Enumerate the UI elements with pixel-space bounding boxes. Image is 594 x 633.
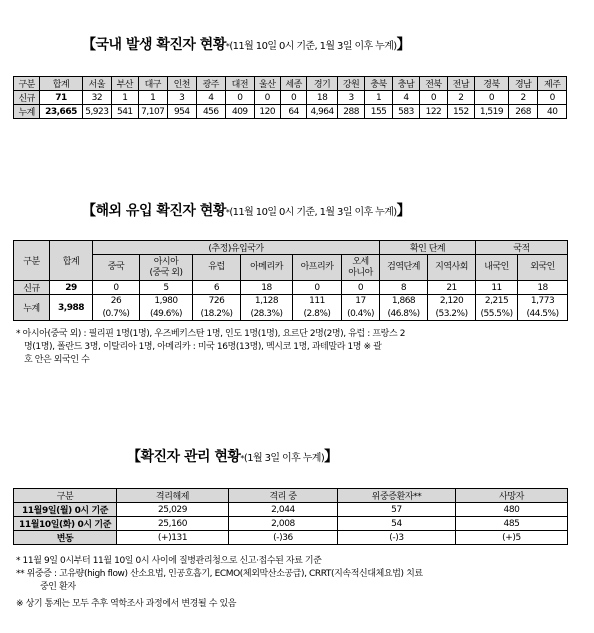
management-header-cell: 위중증환자** [338, 489, 456, 503]
overseas-new-cell: 0 [293, 281, 342, 295]
overseas-h-region: (추정)유입국가 [93, 241, 380, 255]
domestic-header-cell: 광주 [196, 77, 226, 91]
domestic-cell: 409 [226, 105, 254, 119]
management-note-line: ** 위중증 : 고유량(high flow) 산소요법, 인공호흡기, ECMO(체외막산소공급), CRRT(지속적신대체요법) 치료 [16, 569, 423, 579]
domestic-cell: 120 [254, 105, 280, 119]
domestic-cell: 3 [337, 91, 364, 105]
domestic-cell: 0 [420, 91, 447, 105]
overseas-pct-cell: (18.2%) [193, 308, 241, 321]
management-title-text: 【확진자 관리 현황 [127, 449, 241, 465]
overseas-h-total: 합계 [50, 241, 93, 281]
overseas-cum-cell: 111 [293, 295, 342, 308]
overseas-col-header: 아시아 (중국 외) [140, 255, 193, 281]
overseas-note-line: * 아시아(중국 외) : 필리핀 1명(1명), 우즈베키스탄 1명, 인도 1명(1명), 요르단 2명(2명), 유럽 : 프랑스 2 [16, 329, 406, 339]
domestic-cell: 541 [112, 105, 138, 119]
domestic-header-cell: 전남 [447, 77, 474, 91]
overseas-new-cell: 0 [342, 281, 380, 295]
domestic-cell: 3 [168, 91, 196, 105]
domestic-header-cell: 충남 [392, 77, 419, 91]
overseas-col-header: 내국인 [476, 255, 518, 281]
overseas-new-cell: 18 [518, 281, 568, 295]
management-note-line: 중인 환자 [40, 582, 76, 592]
overseas-note-line: 호 안은 외국인 수 [24, 355, 90, 365]
overseas-pct-cell: (28.3%) [241, 308, 293, 321]
management-cell: (+)5 [456, 531, 568, 545]
management-note-line: ※ 상기 통계는 모두 추후 역학조사 과정에서 변경될 수 있음 [16, 599, 237, 609]
domestic-cell: 4 [196, 91, 226, 105]
domestic-cell: 0 [538, 91, 567, 105]
domestic-cell: 1 [112, 91, 138, 105]
overseas-h-route: 확인 단계 [380, 241, 476, 255]
domestic-cell: 4,964 [307, 105, 338, 119]
domestic-header-cell: 부산 [112, 77, 138, 91]
overseas-cum-cell: 1,773 [518, 295, 568, 308]
management-header-cell: 격리 중 [229, 489, 338, 503]
overseas-pct-cell: (46.8%) [380, 308, 428, 321]
overseas-new-cell: 0 [93, 281, 140, 295]
domestic-header-cell: 합계 [40, 77, 82, 91]
overseas-col-header: 외국인 [518, 255, 568, 281]
overseas-new-cell: 8 [380, 281, 428, 295]
management-row [14, 503, 568, 517]
overseas-new-label: 신규 [14, 281, 50, 295]
overseas-new-cell: 11 [476, 281, 518, 295]
domestic-header-cell: 강원 [337, 77, 364, 91]
management-title-note: (1월 3일 이후 누계) [243, 453, 325, 464]
overseas-h-nation: 국적 [476, 241, 568, 255]
overseas-cum-total: 3,988 [50, 295, 93, 321]
management-title-mark: * [240, 454, 244, 463]
domestic-header-cell: 대구 [138, 77, 168, 91]
management-cell: 54 [338, 517, 456, 531]
overseas-cum-cell: 1,128 [241, 295, 293, 308]
overseas-title-text: 【해외 유입 확진자 현황 [82, 203, 226, 219]
overseas-pct-cell: (55.5%) [476, 308, 518, 321]
overseas-new-cell: 5 [140, 281, 193, 295]
overseas-cum-cell: 726 [193, 295, 241, 308]
overseas-col-header-row [14, 255, 568, 281]
domestic-row [14, 105, 567, 119]
management-cell: 25,029 [117, 503, 229, 517]
overseas-title [82, 200, 410, 220]
management-header-cell: 구분 [14, 489, 117, 503]
domestic-header-cell: 인천 [168, 77, 196, 91]
domestic-cell: 64 [280, 105, 306, 119]
management-cell: 25,160 [117, 517, 229, 531]
overseas-col-header: 지역사회 [428, 255, 476, 281]
domestic-header-row [14, 77, 567, 91]
management-cell: (-)36 [229, 531, 338, 545]
overseas-pct-row [14, 308, 568, 321]
domestic-cell: 32 [82, 91, 112, 105]
overseas-col-header: 아프리카 [293, 255, 342, 281]
overseas-h-category: 구분 [14, 241, 50, 281]
domestic-header-cell: 구분 [14, 77, 40, 91]
domestic-header-cell: 세종 [280, 77, 306, 91]
domestic-cell: 1,519 [475, 105, 509, 119]
overseas-pct-cell: (49.6%) [140, 308, 193, 321]
domestic-cell: 122 [420, 105, 447, 119]
overseas-title-note: (11월 10일 0시 기준, 1월 3일 이후 누계) [229, 207, 397, 218]
overseas-new-cell: 21 [428, 281, 476, 295]
domestic-cell: 288 [337, 105, 364, 119]
overseas-col-header: 검역단계 [380, 255, 428, 281]
overseas-new-row [14, 281, 568, 295]
domestic-table [13, 76, 567, 119]
overseas-title-end: 】 [396, 203, 411, 219]
domestic-cell: 583 [392, 105, 419, 119]
domestic-cell: 268 [508, 105, 538, 119]
management-header-cell: 격리해제 [117, 489, 229, 503]
domestic-title-end: 】 [396, 37, 411, 53]
management-header-cell: 사망자 [456, 489, 568, 503]
domestic-cell: 4 [392, 91, 419, 105]
management-title-end: 】 [324, 449, 338, 465]
overseas-col-header: 오세 아니아 [342, 255, 380, 281]
domestic-cell: 954 [168, 105, 196, 119]
overseas-note-line: 명(1명), 폴란드 3명, 이탈리아 1명, 아메리카 : 미국 16명(13명), 멕시코 1명, 과테말라 1명 ※ 괄 [24, 342, 382, 352]
domestic-header-cell: 경기 [307, 77, 338, 91]
overseas-col-header: 아메리카 [241, 255, 293, 281]
overseas-new-cell: 18 [241, 281, 293, 295]
domestic-cell: 23,665 [40, 105, 82, 119]
domestic-cell: 1 [138, 91, 168, 105]
overseas-cum-cell: 17 [342, 295, 380, 308]
management-title [127, 446, 338, 466]
management-table [13, 488, 568, 545]
overseas-title-mark: * [225, 208, 230, 217]
management-cell: (+)131 [117, 531, 229, 545]
domestic-table-body [14, 77, 567, 119]
domestic-cell: 7,107 [138, 105, 168, 119]
domestic-row [14, 91, 567, 105]
management-cell: 2,008 [229, 517, 338, 531]
domestic-header-cell: 대전 [226, 77, 254, 91]
management-table-body [14, 489, 568, 545]
management-row [14, 531, 568, 545]
domestic-header-cell: 서울 [82, 77, 112, 91]
overseas-pct-cell: (44.5%) [518, 308, 568, 321]
overseas-cum-cell: 26 [93, 295, 140, 308]
management-row [14, 517, 568, 531]
domestic-cell: 0 [280, 91, 306, 105]
management-cell: 480 [456, 503, 568, 517]
overseas-col-header: 중국 [93, 255, 140, 281]
domestic-header-cell: 경북 [475, 77, 509, 91]
management-row-label: 11월9일(월) 0시 기준 [14, 503, 117, 517]
overseas-table [13, 240, 568, 321]
domestic-title-text: 【국내 발생 확진자 현황 [82, 37, 226, 53]
domestic-header-cell: 전북 [420, 77, 447, 91]
overseas-pct-cell: (53.2%) [428, 308, 476, 321]
domestic-header-cell: 울산 [254, 77, 280, 91]
management-cell: (-)3 [338, 531, 456, 545]
domestic-cell: 40 [538, 105, 567, 119]
management-note-line: * 11월 9일 0시부터 11월 10일 0시 사이에 질병관리청으로 신고·접수된 자료 기준 [16, 556, 322, 566]
domestic-cell: 456 [196, 105, 226, 119]
overseas-new-total: 29 [50, 281, 93, 295]
domestic-cell: 18 [307, 91, 338, 105]
domestic-cell: 2 [508, 91, 538, 105]
overseas-new-cell: 6 [193, 281, 241, 295]
domestic-row-label: 신규 [14, 91, 40, 105]
domestic-cell: 2 [447, 91, 474, 105]
overseas-cum-row [14, 295, 568, 308]
domestic-cell: 5,923 [82, 105, 112, 119]
overseas-cum-cell: 1,980 [140, 295, 193, 308]
management-cell: 57 [338, 503, 456, 517]
overseas-pct-cell: (0.7%) [93, 308, 140, 321]
overseas-pct-cell: (0.4%) [342, 308, 380, 321]
overseas-cum-cell: 2,215 [476, 295, 518, 308]
overseas-col-header: 유럽 [193, 255, 241, 281]
overseas-cum-cell: 2,120 [428, 295, 476, 308]
management-cell: 485 [456, 517, 568, 531]
domestic-header-cell: 제주 [538, 77, 567, 91]
overseas-pct-cell: (2.8%) [293, 308, 342, 321]
domestic-cell: 152 [447, 105, 474, 119]
management-row-label: 11월10일(화) 0시 기준 [14, 517, 117, 531]
domestic-row-label: 누계 [14, 105, 40, 119]
overseas-cum-cell: 1,868 [380, 295, 428, 308]
management-header-row [14, 489, 568, 503]
domestic-cell: 0 [254, 91, 280, 105]
management-row-label: 변동 [14, 531, 117, 545]
domestic-cell: 71 [40, 91, 82, 105]
domestic-title-note: (11월 10일 0시 기준, 1월 3일 이후 누계) [229, 41, 397, 52]
domestic-title-mark: * [225, 42, 230, 51]
domestic-title [82, 34, 410, 54]
domestic-header-cell: 충북 [365, 77, 392, 91]
management-cell: 2,044 [229, 503, 338, 517]
domestic-cell: 155 [365, 105, 392, 119]
domestic-header-cell: 경남 [508, 77, 538, 91]
overseas-cum-label: 누계 [14, 295, 50, 321]
domestic-cell: 1 [365, 91, 392, 105]
domestic-cell: 0 [226, 91, 254, 105]
domestic-cell: 0 [475, 91, 509, 105]
